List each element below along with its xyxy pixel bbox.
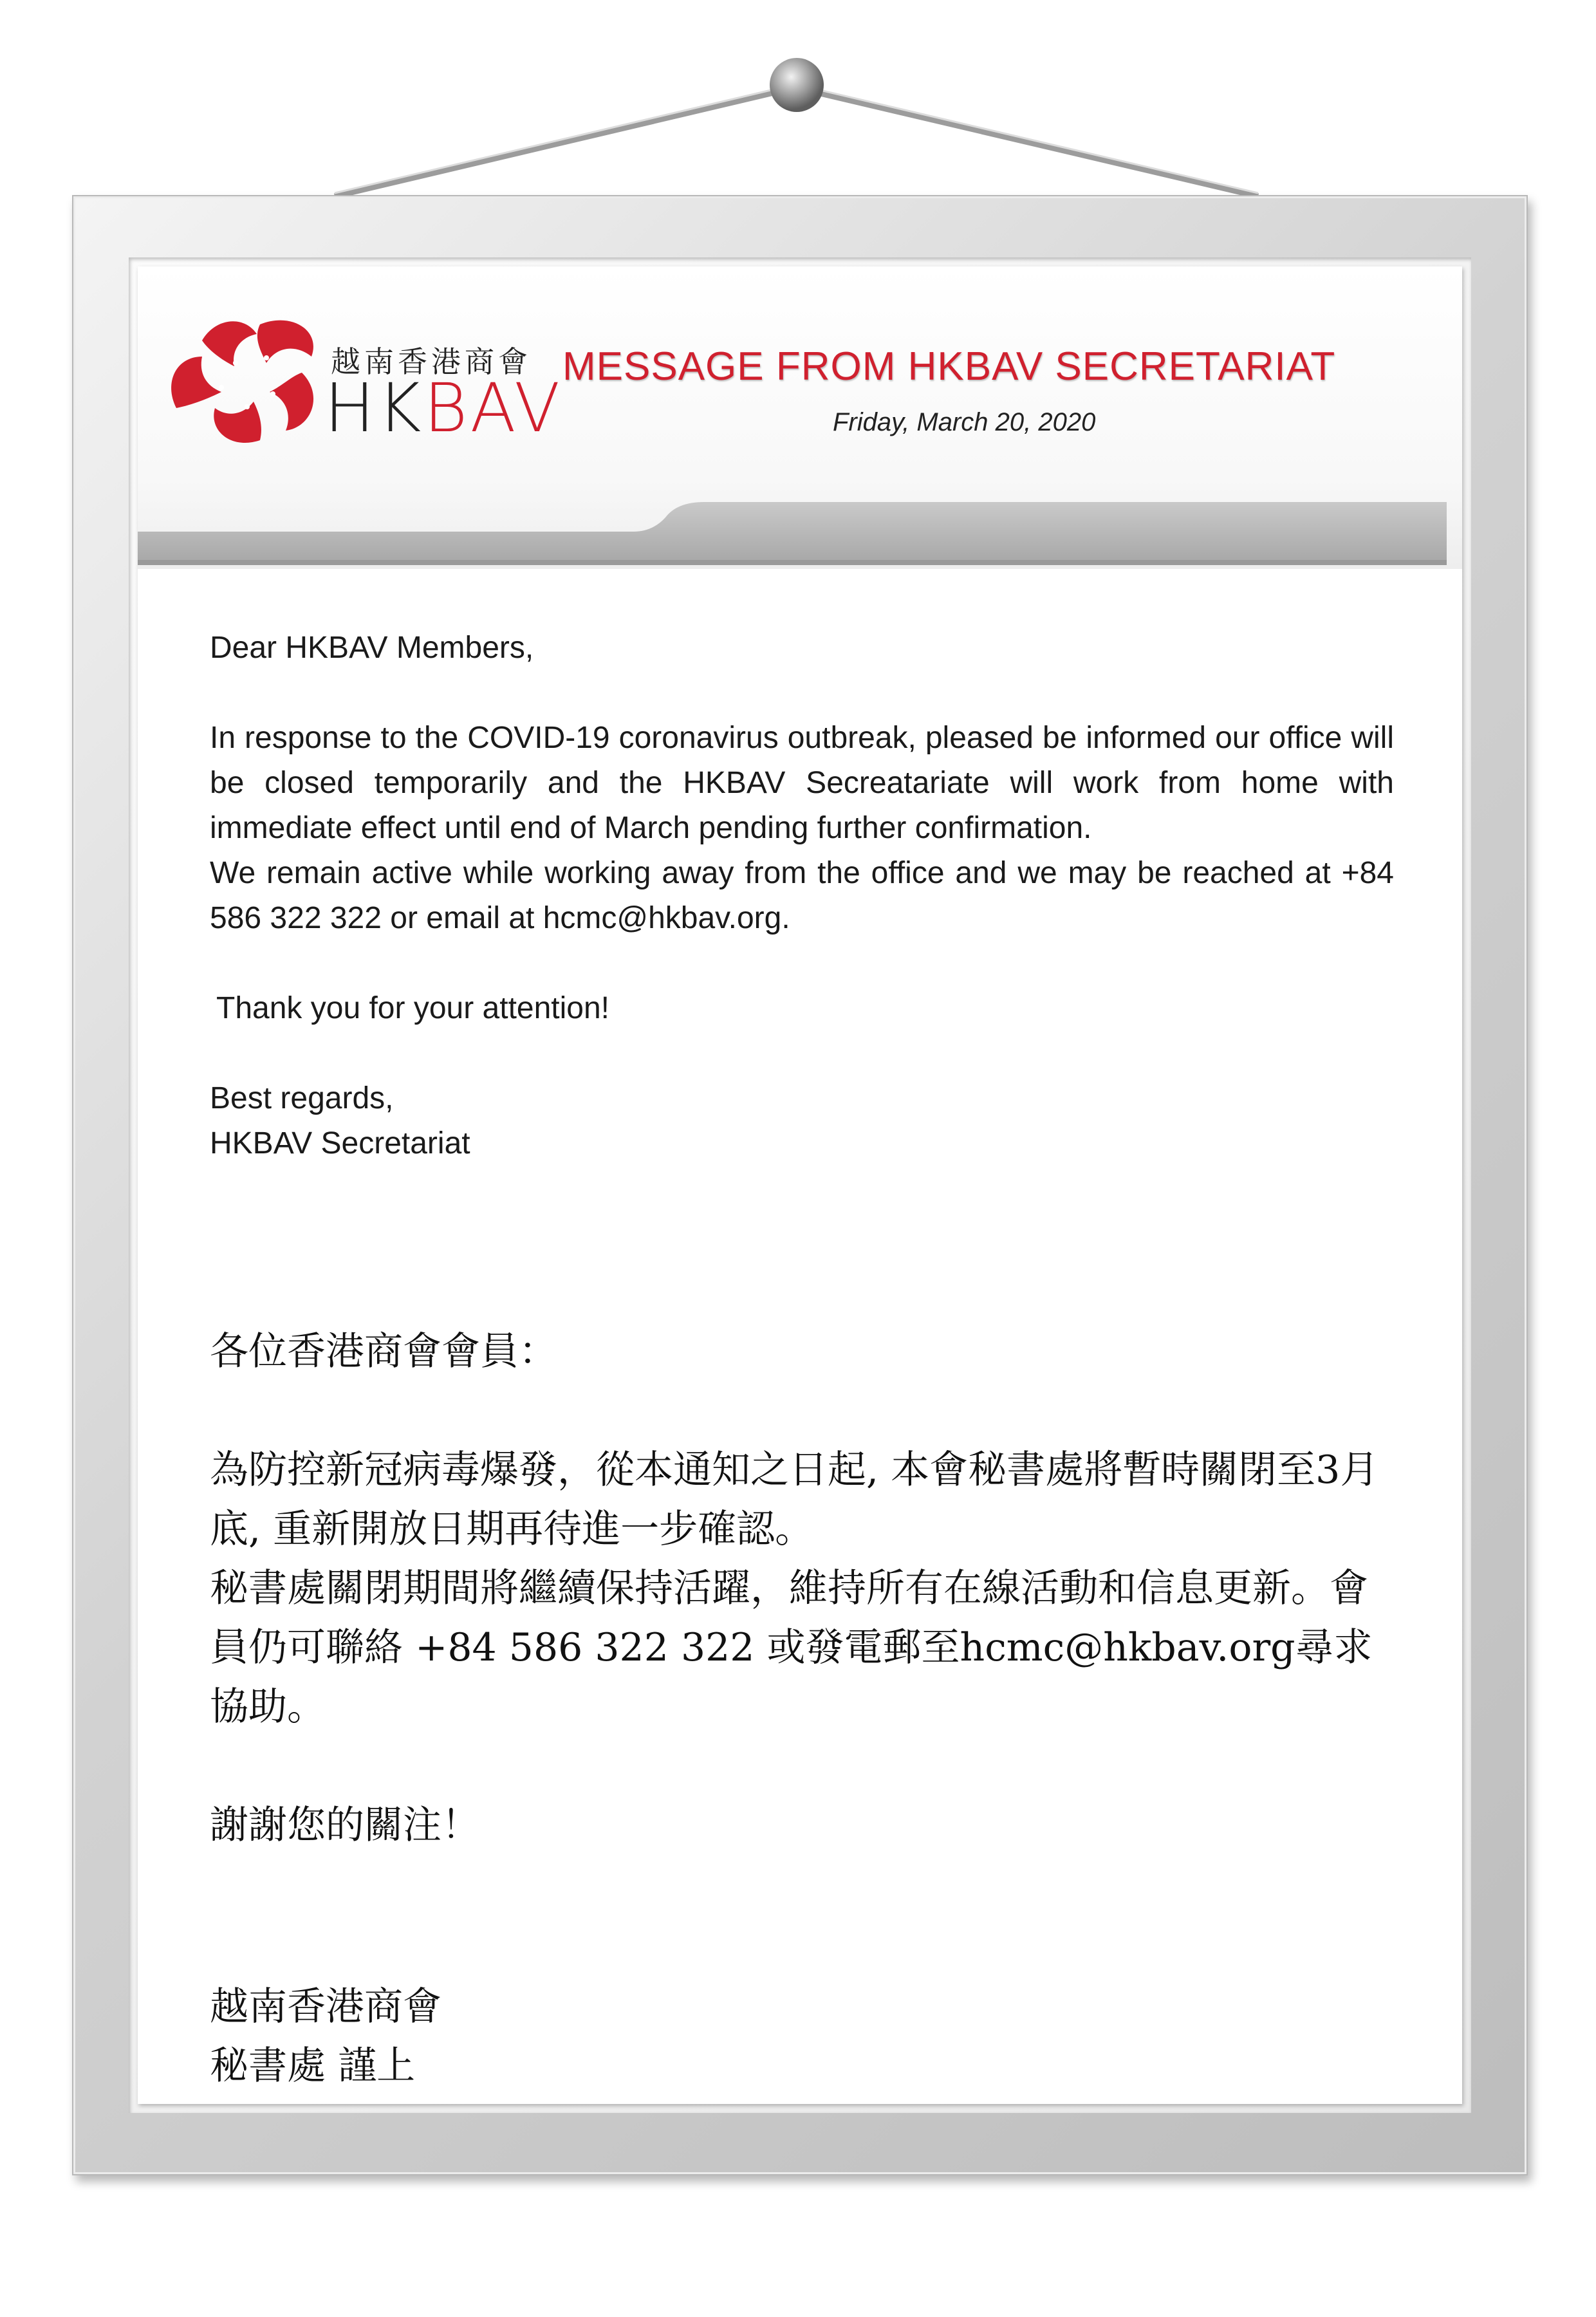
english-letter-body xyxy=(210,626,1394,1166)
letter-paper xyxy=(138,266,1462,2104)
frame-hanger xyxy=(0,0,1596,206)
english-paragraph-2: We remain active while working away from the office and we may be reached at +84 586 322 322 or email at hcmc@hkbav.org. xyxy=(210,856,1394,935)
logo-wordmark xyxy=(324,369,563,447)
english-closing: Best regards, xyxy=(210,1081,394,1115)
chinese-salutation: 各位香港商會會員： xyxy=(210,1329,557,1374)
chinese-paragraph-1: 為防控新冠病毒爆發，從本通知之日起, 本會秘書處將暫時關閉至3月底, 重新開放日期再待進一步確認。 xyxy=(210,1447,1379,1552)
logo-wordmark-hk: HK xyxy=(324,369,424,447)
english-signature: HKBAV Secretariat xyxy=(210,1126,470,1160)
english-thanks: Thank you for your attention! xyxy=(216,991,610,1025)
picture-frame xyxy=(72,195,1528,2175)
chinese-signature-org: 越南香港商會 xyxy=(210,1984,441,2029)
logo-chinese-name: 越南香港商會 xyxy=(331,344,532,379)
message-title: MESSAGE FROM HKBAV SECRETARIAT xyxy=(562,344,1336,389)
hkbav-logo xyxy=(163,312,563,453)
chinese-paragraph-2: 秘書處關閉期間將繼續保持活躍，維持所有在線活動和信息更新。會員仍可聯絡 +84 586 322 322 或發電郵至hcmc@hkbav.org尋求協助。 xyxy=(210,1566,1373,1729)
bauhinia-flower-icon xyxy=(163,312,331,447)
chinese-thanks: 謝謝您的關注！ xyxy=(210,1803,480,1848)
logo-wordmark-bav: BAV xyxy=(423,369,563,447)
frame-mat xyxy=(129,257,1471,2113)
header-divider-band xyxy=(138,492,1447,582)
english-paragraph-1: In response to the COVID-19 coronavirus outbreak, pleased be informed our office will be closed temporarily and the HKBAV Secreatariate will work from home with immediate effect until end of March pending further confirmation. xyxy=(210,721,1394,845)
chinese-signature-dept: 秘書處 謹上 xyxy=(210,2043,416,2089)
message-date: Friday, March 20, 2020 xyxy=(833,408,1096,436)
chinese-letter-body xyxy=(210,1322,1394,2096)
english-salutation: Dear HKBAV Members, xyxy=(210,631,534,665)
pin-icon xyxy=(770,58,824,112)
